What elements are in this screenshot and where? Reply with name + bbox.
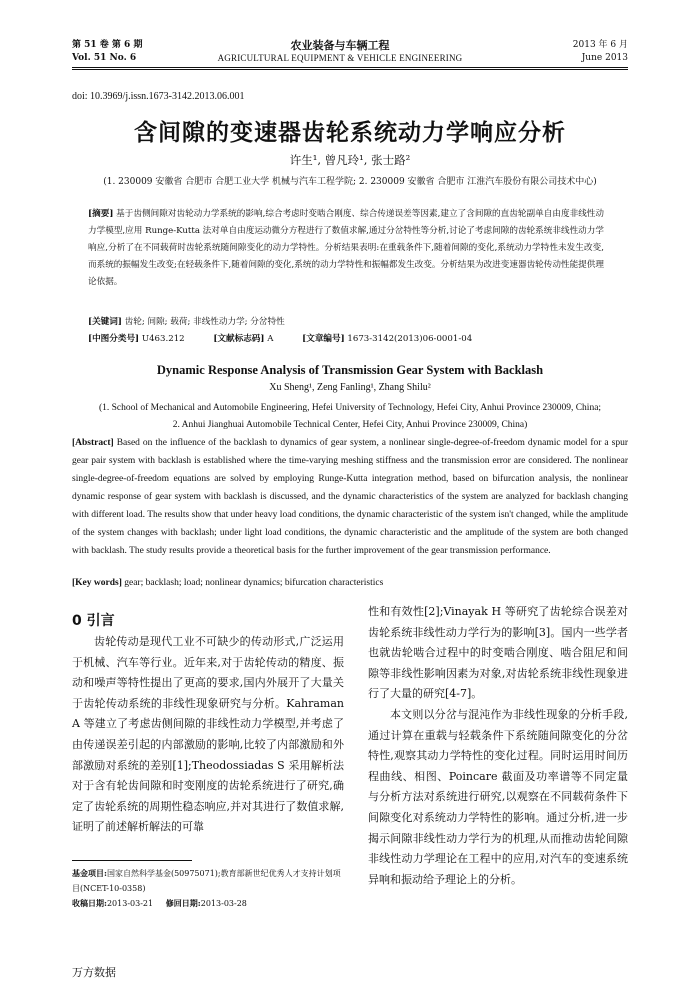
dates-info: 收稿日期:2013-03-21 修回日期:2013-03-28 <box>72 898 247 908</box>
article-number: [文章编号] 1673-3142(2013)06-0001-04 <box>302 334 473 344</box>
paper-title-cn: 含间隙的变速器齿轮系统动力学响应分析 <box>134 120 566 146</box>
body-left-column <box>72 632 344 838</box>
classification-line <box>88 331 604 348</box>
date-cn: 2013 年 6 月 <box>572 40 628 50</box>
footnote <box>72 866 344 911</box>
abstract-cn-text: 基于齿侧间隙对齿轮动力学系统的影响,综合考虑时变啮合刚度、综合传递误差等因素,建立了含间隙的直齿轮副单自由度非线性动力学模型,应用 Runge-Kutta 法对单自由度运动微分方程进行了数值求解,通过分岔特性等分析,讨论了考虑间隙的齿轮系统非线性动力学响应,分析了在不同载荷时齿轮系统随间隙变化的动力学特性。分析结果表明:在重载条件下,随着间隙的变化,系统动力学特性未发生改变,而系统的振幅发生改变;在轻载条件下,随着间隙的变化,系统的动力学特性和振幅都发生改变。分析结果为改进变速器齿轮传动性能提供理论依据。 <box>88 209 605 287</box>
keywords-cn-text: 齿轮; 间隙; 载荷; 非线性动力学; 分岔特性 <box>124 317 285 327</box>
volume-cn: 第 51 卷 第 6 期 <box>72 40 143 50</box>
header-rule <box>72 67 628 68</box>
abstract-en-text: Based on the influence of the backlash to dynamics of gear system, a nonlinear single-degree-of-freedom dynamic model for a spur gear pair system with backlash is established where the time-varying meshing stiffness and the transmission error are considered. The nonlinear single-degree-of-freedom equations are solved by employing Runge-Kutta integration method, based on bifurcation analysis, the nonlinear dynamic response of gear system with backlash is discussed, and the dynamic characteristics of the system are analyzed for backlash changing with different load. The results show that under heavy load conditions, the dynamic characteristic of the system isn't changed, while the amplitude of the system changes with backlash; under light load conditions, the dynamic characteristic and the amplitude of the system are both changed with backlash. The study results provide a theoretical basis for the further improvement of the gear transmission performance. <box>72 438 629 556</box>
authors-cn: 许生¹, 曾凡玲¹, 张士路² <box>289 153 411 167</box>
intro-paragraph-1-continued: 性和有效性[2];Vinayak H 等研究了齿轮综合误差对齿轮系统非线性动力学行为的影响[3]。国内一些学者也就齿轮啮合过程中的时变啮合刚度、啮合阻尼和间隙等非线性影响因素为对象,对齿轮系统非线性现象进行了大量的研究[4-7]。 <box>368 605 628 701</box>
doi: doi: 10.3969/j.issn.1673-3142.2013.06.001 <box>72 91 245 102</box>
intro-paragraph-2: 本文则以分岔与混沌作为非线性现象的分析手段,通过计算在重载与轻载条件下系统随间隙变化的分岔特性,观察其动力学特性的变化过程。同时运用时间历程曲线、相图、Poincare 截面及功率谱等不同定量与分析方法对系统进行研究,以观察在不同载荷条件下间隙变化对系统动力学特性的影响。通过分析,进一步揭示间隙非线性动力学行为的机理,从而推动齿轮间隙非线性动力学理论在工程中的应用,对汽车的变速系统异响和振动给予理论上的分析。 <box>368 707 628 886</box>
keywords-en-text: gear; backlash; load; nonlinear dynamics; bifurcation characteristics <box>124 578 384 588</box>
authors-en: Xu Sheng¹, Zeng Fanling¹, Zhang Shilu² <box>269 382 431 393</box>
fund-info: 基金项目:国家自然科学基金(50975071);教育部新世纪优秀人才支持计划项目(NCET-10-0358) <box>72 868 341 893</box>
date-en: June 2013 <box>581 53 628 63</box>
issue-date <box>573 39 628 65</box>
wanfang-watermark: 万方数据 <box>72 966 116 979</box>
journal-name-cn: 农业装备与车辆工程 <box>290 39 390 52</box>
affiliation-en-line-2: 2. Anhui Jianghuai Automobile Technical Center, Hefei City, Anhui Province 230009, China) <box>172 420 528 430</box>
paper-title-en: Dynamic Response Analysis of Transmission Gear System with Backlash <box>156 363 544 377</box>
affiliation-en-line-1: (1. School of Mechanical and Automobile Engineering, Hefei University of Technology, Hefei City, Anhui Province 230009, China; <box>98 403 602 413</box>
volume-en: Vol. 51 No. 6 <box>72 53 137 63</box>
header-rule-thin <box>72 69 628 70</box>
abstract-en <box>72 434 628 560</box>
abstract-en-label: [Abstract] <box>72 438 114 448</box>
journal-volume-info <box>72 39 142 65</box>
journal-name <box>190 39 490 65</box>
keywords-cn-label: [关键词] <box>88 317 122 327</box>
clc-number: [中图分类号] U463.212 <box>88 334 185 344</box>
affiliation-en <box>72 400 628 434</box>
keywords-en <box>72 578 628 588</box>
document-code: [文献标志码] A <box>213 334 274 344</box>
affiliation-cn: (1. 230009 安徽省 合肥市 合肥工业大学 机械与汽车工程学院; 2. 230009 安徽省 合肥市 江淮汽车股份有限公司技术中心) <box>103 177 597 187</box>
section-heading-introduction: 0 引言 <box>72 613 115 629</box>
abstract-cn <box>88 206 604 291</box>
keywords-cn <box>88 314 604 331</box>
footnote-rule <box>72 860 192 861</box>
body-right-column <box>368 602 628 890</box>
abstract-cn-label: [摘要] <box>88 209 114 219</box>
intro-paragraph-1: 齿轮传动是现代工业不可缺少的传动形式,广泛运用于机械、汽车等行业。近年来,对于齿轮传动的精度、振动和噪声等特性提出了更高的要求,国内外展开了大量关于齿轮传动系统的非线性现象研究与分析。Kahraman A 等建立了考虑齿侧间隙的非线性动力学模型,并考虑了由传递误差引起的内部激励的影响,比较了内部激励和外部激励对系统的差别[1];Theodossiadas S 采用解析法对于含有轮齿间隙和时变刚度的齿轮系统进行了研究,确定了齿轮系统的周期性稳态响应,并对其进行了数值求解,证明了前述解析解法的可靠 <box>72 635 344 834</box>
keywords-en-label: [Key words] <box>72 578 122 588</box>
journal-name-en: AGRICULTURAL EQUIPMENT & VEHICLE ENGINEERING <box>217 53 463 63</box>
